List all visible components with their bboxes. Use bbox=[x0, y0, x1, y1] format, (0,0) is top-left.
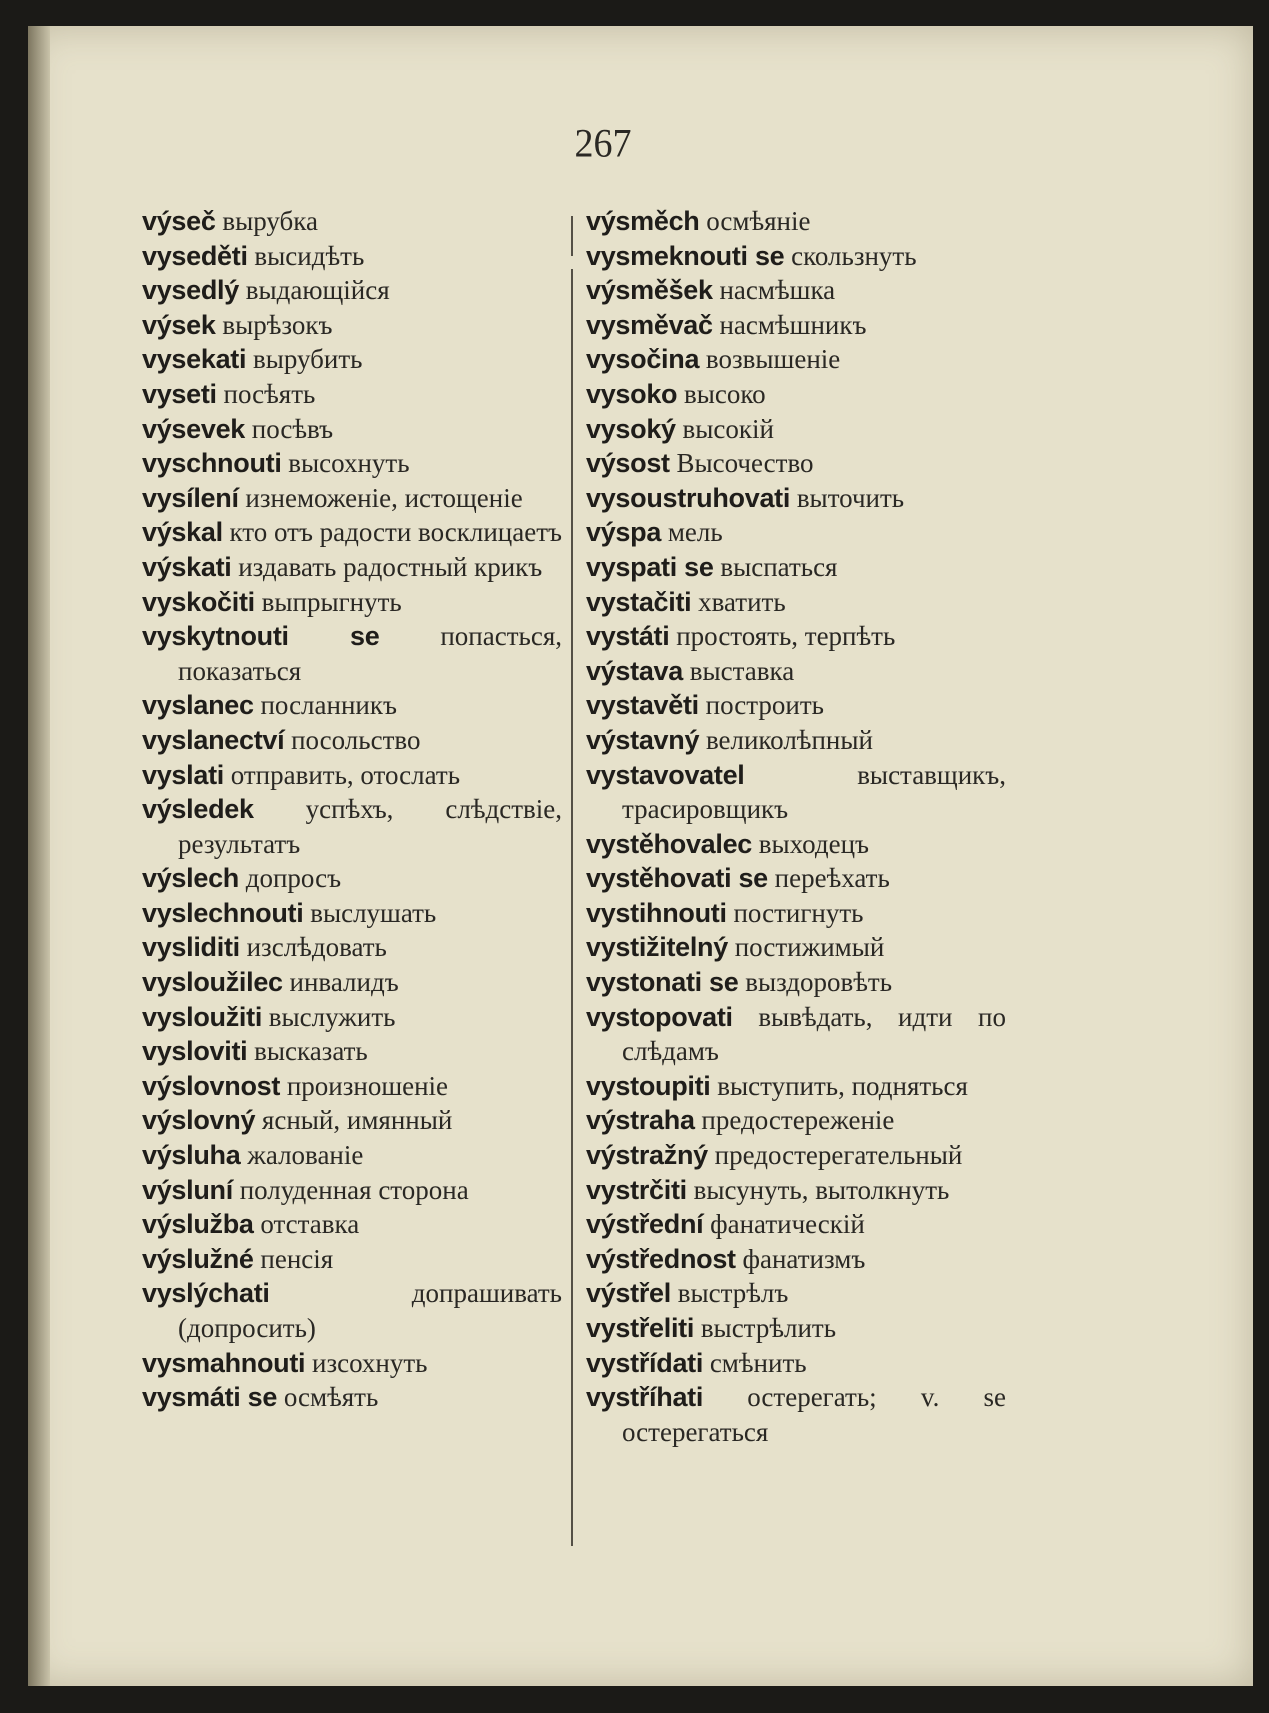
translation: высохнуть bbox=[288, 448, 410, 479]
translation: великолѣпный bbox=[705, 724, 873, 755]
translation: вырѣзокъ bbox=[222, 309, 333, 340]
translation: остерегать; v. se остерегаться bbox=[622, 1382, 1006, 1447]
translation: выступить, подняться bbox=[717, 1070, 968, 1101]
dictionary-entry bbox=[142, 204, 562, 239]
dictionary-entry bbox=[586, 1069, 1006, 1104]
translation: предостереженіе bbox=[701, 1105, 895, 1136]
headword: výstava bbox=[586, 655, 683, 686]
headword: vysmáti se bbox=[142, 1382, 278, 1413]
translation: насмѣшка bbox=[719, 275, 836, 306]
translation: успѣхъ, слѣдствіе, результатъ bbox=[178, 794, 562, 859]
dictionary-entry bbox=[586, 273, 1006, 308]
dictionary-entry bbox=[586, 412, 1006, 447]
column-divider bbox=[571, 216, 573, 1546]
dictionary-entry bbox=[586, 1242, 1006, 1277]
translation: допросъ bbox=[245, 863, 342, 894]
dictionary-entry bbox=[142, 792, 562, 861]
dictionary-entry bbox=[142, 723, 562, 758]
dictionary-entry bbox=[586, 1311, 1006, 1346]
headword: vystoupiti bbox=[586, 1070, 711, 1101]
headword: výstřednost bbox=[586, 1243, 736, 1274]
headword: vysloužiti bbox=[142, 1001, 263, 1032]
translation: жалованіе bbox=[247, 1140, 364, 1171]
headword: vystižitelný bbox=[586, 932, 728, 963]
dictionary-entry bbox=[586, 1000, 1006, 1069]
dictionary-entry bbox=[586, 930, 1006, 965]
dictionary-entry bbox=[586, 308, 1006, 343]
dictionary-entry bbox=[142, 896, 562, 931]
translation: выточить bbox=[796, 482, 905, 513]
dictionary-entry bbox=[142, 308, 562, 343]
headword: vyskočiti bbox=[142, 586, 255, 617]
headword: vystavovatel bbox=[586, 759, 745, 790]
headword: výsměšek bbox=[586, 275, 713, 306]
translation: кто отъ радости восклицаетъ bbox=[229, 517, 562, 548]
headword: vyskytnouti se bbox=[142, 621, 380, 652]
headword: výslech bbox=[142, 863, 239, 894]
dictionary-entry bbox=[586, 585, 1006, 620]
page-number: 267 bbox=[574, 121, 632, 167]
headword: vystonati se bbox=[586, 967, 739, 998]
translation: фанатическій bbox=[710, 1209, 865, 1240]
right-column bbox=[586, 204, 1006, 1449]
dictionary-entry bbox=[586, 204, 1006, 239]
headword: výsluha bbox=[142, 1140, 241, 1171]
translation: Высочество bbox=[676, 448, 814, 479]
dictionary-entry bbox=[142, 1173, 562, 1208]
translation: пенсія bbox=[260, 1243, 334, 1274]
headword: výspa bbox=[586, 517, 662, 548]
headword: vysloviti bbox=[142, 1036, 248, 1067]
translation: высоко bbox=[684, 378, 766, 409]
dictionary-entry bbox=[142, 585, 562, 620]
dictionary-entry bbox=[586, 654, 1006, 689]
dictionary-entry bbox=[142, 861, 562, 896]
translation: допрашивать (допросить) bbox=[178, 1278, 562, 1343]
headword: výstavný bbox=[586, 724, 700, 755]
headword: vyspati se bbox=[586, 551, 714, 582]
headword: vysmeknouti se bbox=[586, 240, 785, 271]
dictionary-entry bbox=[142, 550, 562, 585]
translation: посланникъ bbox=[260, 690, 397, 721]
translation: постигнуть bbox=[733, 897, 864, 928]
headword: vyschnouti bbox=[142, 448, 282, 479]
headword: výsevek bbox=[142, 413, 246, 444]
translation: постижимый bbox=[734, 932, 885, 963]
dictionary-entry bbox=[142, 1069, 562, 1104]
translation: высокій bbox=[682, 413, 774, 444]
dictionary-entry bbox=[142, 412, 562, 447]
dictionary-entry bbox=[142, 1103, 562, 1138]
translation: скользнуть bbox=[791, 240, 917, 271]
dictionary-page bbox=[28, 26, 1253, 1686]
translation: выспаться bbox=[720, 551, 838, 582]
headword: vysoký bbox=[586, 413, 676, 444]
headword: vyslechnouti bbox=[142, 897, 304, 928]
dictionary-entry bbox=[586, 827, 1006, 862]
translation: посѣвъ bbox=[251, 413, 334, 444]
dictionary-entry bbox=[586, 446, 1006, 481]
headword: vysedlý bbox=[142, 275, 239, 306]
translation: выстрѣлъ bbox=[677, 1278, 789, 1309]
headword: vystěhovati se bbox=[586, 863, 768, 894]
dictionary-entry bbox=[142, 1380, 562, 1415]
translation: выпрыгнуть bbox=[261, 586, 402, 617]
headword: výslovnost bbox=[142, 1070, 281, 1101]
headword: vysílení bbox=[142, 482, 239, 513]
dictionary-entry bbox=[142, 377, 562, 412]
headword: vystačiti bbox=[586, 586, 692, 617]
headword: výslovný bbox=[142, 1105, 256, 1136]
translation: осмѣяніе bbox=[706, 206, 811, 236]
translation: насмѣшникъ bbox=[719, 309, 867, 340]
headword: výstražný bbox=[586, 1140, 708, 1171]
page-spine bbox=[28, 26, 50, 1686]
translation: полуденная сторона bbox=[239, 1174, 469, 1205]
left-column bbox=[142, 204, 562, 1415]
translation: переѣхать bbox=[774, 863, 890, 894]
dictionary-entry bbox=[142, 1000, 562, 1035]
headword: výsledek bbox=[142, 794, 254, 825]
headword: vyslanectví bbox=[142, 724, 285, 755]
translation: изслѣдовать bbox=[246, 932, 387, 963]
headword: výslužba bbox=[142, 1209, 254, 1240]
translation: выслужить bbox=[268, 1001, 396, 1032]
translation: отправить, отослать bbox=[230, 759, 461, 790]
headword: vystavěti bbox=[586, 690, 699, 721]
dictionary-entry bbox=[586, 1346, 1006, 1381]
dictionary-entry bbox=[142, 619, 562, 688]
headword: vystřídati bbox=[586, 1347, 704, 1378]
translation: построить bbox=[705, 690, 824, 721]
headword: vyseti bbox=[142, 378, 217, 409]
dictionary-entry bbox=[586, 861, 1006, 896]
dictionary-entry bbox=[142, 965, 562, 1000]
dictionary-entry bbox=[142, 1242, 562, 1277]
translation: инвалидъ bbox=[289, 967, 399, 998]
translation: фанатизмъ bbox=[742, 1243, 866, 1274]
headword: vyslanec bbox=[142, 690, 254, 721]
headword: výseč bbox=[142, 206, 216, 236]
headword: vystřeliti bbox=[586, 1313, 695, 1343]
translation: простоять, терпѣть bbox=[676, 621, 896, 652]
dictionary-entry bbox=[586, 377, 1006, 412]
translation: выставка bbox=[689, 655, 795, 686]
dictionary-entry bbox=[586, 688, 1006, 723]
translation: хватить bbox=[698, 586, 786, 617]
translation: попасться, показаться bbox=[178, 621, 562, 686]
dictionary-entry bbox=[586, 515, 1006, 550]
dictionary-entry bbox=[586, 342, 1006, 377]
dictionary-entry bbox=[142, 515, 562, 550]
dictionary-entry bbox=[586, 1207, 1006, 1242]
dictionary-entry bbox=[142, 1034, 562, 1069]
headword: výstraha bbox=[586, 1105, 695, 1136]
dictionary-entry bbox=[586, 481, 1006, 516]
headword: vysekati bbox=[142, 344, 247, 375]
translation: посѣять bbox=[223, 378, 316, 409]
translation: выставщикъ, трасировщикъ bbox=[622, 759, 1006, 825]
dictionary-entry bbox=[142, 1138, 562, 1173]
translation: высказать bbox=[254, 1036, 368, 1067]
dictionary-entry bbox=[586, 896, 1006, 931]
headword: výslužné bbox=[142, 1243, 254, 1274]
dictionary-entry bbox=[142, 1346, 562, 1381]
headword: vystěhovalec bbox=[586, 828, 753, 859]
dictionary-entry bbox=[586, 1380, 1006, 1449]
headword: výstřední bbox=[586, 1209, 704, 1240]
headword: vysoustruhovati bbox=[586, 482, 791, 513]
headword: výskal bbox=[142, 517, 223, 548]
dictionary-entry bbox=[142, 342, 562, 377]
headword: výsluní bbox=[142, 1174, 233, 1205]
dictionary-entry bbox=[586, 965, 1006, 1000]
headword: vysliditi bbox=[142, 932, 240, 963]
dictionary-entry bbox=[142, 1207, 562, 1242]
dictionary-entry bbox=[586, 1173, 1006, 1208]
headword: vyslati bbox=[142, 759, 224, 790]
headword: vyslýchati bbox=[142, 1278, 270, 1309]
dictionary-entry bbox=[142, 688, 562, 723]
headword: vysměvač bbox=[586, 309, 713, 340]
headword: vystříhati bbox=[586, 1382, 704, 1413]
translation: вывѣдать, идти по слѣдамъ bbox=[622, 1001, 1006, 1067]
dictionary-entry bbox=[142, 481, 562, 516]
translation: предостерегательный bbox=[714, 1140, 963, 1171]
headword: výstřel bbox=[586, 1278, 671, 1309]
headword: výsost bbox=[586, 448, 670, 479]
dictionary-entry bbox=[586, 619, 1006, 654]
translation: ясный, имянный bbox=[261, 1105, 453, 1136]
dictionary-entry bbox=[586, 723, 1006, 758]
translation: выздоровѣть bbox=[745, 967, 893, 998]
headword: vystopovati bbox=[586, 1001, 733, 1032]
translation: осмѣять bbox=[283, 1382, 379, 1413]
translation: вырубить bbox=[252, 344, 363, 375]
headword: vystihnouti bbox=[586, 897, 727, 928]
headword: vysočina bbox=[586, 344, 700, 375]
translation: изсохнуть bbox=[312, 1347, 428, 1378]
translation: произношеніе bbox=[286, 1070, 449, 1101]
headword: vysoko bbox=[586, 378, 678, 409]
translation: изнеможеніе, истощеніе bbox=[245, 482, 523, 513]
translation: отставка bbox=[260, 1209, 360, 1240]
translation: высунуть, вытолкнуть bbox=[693, 1174, 950, 1205]
translation: выслушать bbox=[310, 897, 437, 928]
translation: вырубка bbox=[222, 206, 318, 236]
dictionary-entry bbox=[586, 239, 1006, 274]
headword: vystrčiti bbox=[586, 1174, 687, 1205]
headword: vysloužilec bbox=[142, 967, 283, 998]
dictionary-entry bbox=[142, 1276, 562, 1345]
translation: выдающійся bbox=[245, 275, 390, 306]
translation: возвышеніе bbox=[705, 344, 841, 375]
headword: vyseděti bbox=[142, 240, 248, 271]
headword: vysmahnouti bbox=[142, 1347, 306, 1378]
dictionary-entry bbox=[142, 930, 562, 965]
dictionary-entry bbox=[586, 1138, 1006, 1173]
dictionary-entry bbox=[586, 550, 1006, 585]
headword: výsměch bbox=[586, 206, 700, 236]
dictionary-entry bbox=[586, 1276, 1006, 1311]
translation: выходецъ bbox=[758, 828, 869, 859]
dictionary-entry bbox=[142, 758, 562, 793]
translation: издавать радостный крикъ bbox=[238, 551, 543, 582]
dictionary-entry bbox=[142, 273, 562, 308]
dictionary-entry bbox=[142, 239, 562, 274]
translation: выстрѣлить bbox=[700, 1313, 837, 1343]
translation: высидѣть bbox=[254, 240, 365, 271]
translation: мель bbox=[667, 517, 723, 548]
translation: посольство bbox=[291, 724, 421, 755]
headword: výsek bbox=[142, 309, 216, 340]
translation: смѣнить bbox=[709, 1347, 807, 1378]
dictionary-entry bbox=[142, 446, 562, 481]
dictionary-entry bbox=[586, 1103, 1006, 1138]
dictionary-entry bbox=[586, 758, 1006, 827]
headword: výskati bbox=[142, 551, 232, 582]
headword: vystáti bbox=[586, 621, 670, 652]
